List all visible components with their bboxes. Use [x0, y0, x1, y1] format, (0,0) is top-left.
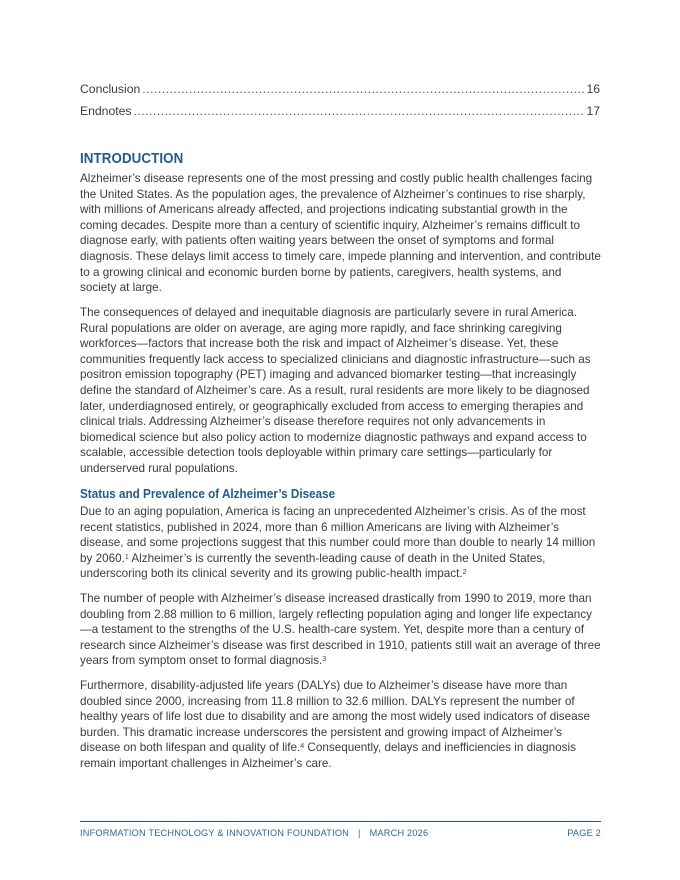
toc-leader-dots — [142, 78, 584, 100]
introduction-paragraph-1: Alzheimer’s disease represents one of the most pressing and costly public health challenges facing the United States. As the population ages, the prevalence of Alzheimer’s continues to rise sharply, with millions of Americans already affected, and projections indicating substantial growth in the coming decades. Despite more than a century of scientific inquiry, Alzheimer’s remains difficult to diagnose early, with patients often waiting years between the onset of symptoms and formal diagnosis. These delays limit access to timely care, impede planning and intervention, and contribute to a growing clinical and economic burden borne by patients, caregivers, health systems, and society at large. — [80, 172, 601, 295]
table-of-contents — [80, 78, 600, 122]
footer-divider — [80, 821, 601, 822]
status-paragraph-2 — [80, 591, 601, 669]
endnote-ref-3[interactable]: 3 — [322, 656, 327, 664]
toc-entry-endnotes[interactable] — [80, 100, 600, 122]
toc-leader-dots — [134, 100, 585, 122]
status-paragraph-1 — [80, 504, 601, 582]
toc-entry-page: 16 — [586, 82, 600, 96]
introduction-heading: INTRODUCTION — [80, 151, 184, 167]
toc-entry-label: Conclusion — [80, 82, 141, 96]
footer-left — [80, 828, 428, 838]
toc-entry-page: 17 — [586, 104, 600, 118]
toc-entry-conclusion[interactable] — [80, 78, 600, 100]
paragraph-text: Alzheimer’s is currently the seventh-leading cause of death in the United States, underscoring both its clinical severity and its growing public-health impact. — [80, 551, 546, 581]
status-prevalence-heading: Status and Prevalence of Alzheimer’s Disease — [80, 486, 336, 501]
introduction-paragraph-2: The consequences of delayed and inequitable diagnosis are particularly severe in rural America. Rural populations are older on average, are aging more rapidly, and face shrinking caregiving workforces—factors that increase both the risk and impact of Alzheimer’s disease. Yet, these communities frequently lack access to specialized clinicians and diagnostic infrastructure—such as positron emission topography (PET) imaging and advanced biomarker testing—that increasingly define the standard of Alzheimer’s care. As a result, rural residents are more likely to be diagnosed later, underdiagnosed entirely, or geographically excluded from access to emerging therapies and clinical trials. Addressing Alzheimer’s disease therefore requires not only advancements in biomedical science but also policy action to modernize diagnostic pathways and expand access to scalable, accessible detection tools deployable within primary care settings—particularly for underserved rural populations. — [80, 306, 591, 475]
footer-separator: | — [358, 828, 361, 838]
paragraph-text: Furthermore, disability-adjusted life years (DALYs) due to Alzheimer’s disease have more than doubled since 2000, increasing from 11.8 million to 32.6 million. DALYs represent the number of healthy years of life lost due to disability and are among the most widely used indicators of disease burden. This dramatic increase underscores the persistent and growing impact of Alzheimer’s disease on both lifespan and quality of life. — [80, 679, 590, 755]
footer-page-number: PAGE 2 — [567, 828, 601, 838]
status-paragraph-3 — [80, 678, 601, 772]
paragraph-text: Consequently, delays and inefficiencies in diagnosis remain important challenges in Alzheimer’s care. — [80, 741, 576, 770]
paragraph-text: Due to an aging population, America is facing an unprecedented Alzheimer’s crisis. As of the most recent statistics, published in 2024, more than 6 million Americans are living with Alzheimer’s disease, and some projections suggest that this number could more than double to nearly 14 million by 2060. — [80, 505, 596, 565]
endnote-ref-4[interactable]: 4 — [300, 743, 305, 751]
endnote-ref-1[interactable]: 1 — [124, 553, 129, 561]
page-footer — [80, 828, 601, 838]
footer-date: MARCH 2026 — [369, 828, 429, 838]
footer-organization: INFORMATION TECHNOLOGY & INNOVATION FOUNDATION — [80, 828, 350, 838]
toc-entry-label: Endnotes — [80, 104, 132, 118]
paragraph-text: The number of people with Alzheimer’s disease increased drastically from 1990 to 2019, more than doubling from 2.88 million to 6 million, largely reflecting population aging and longer life expectancy—a testament to the strengths of the U.S. health-care system. Yet, despite more than a century of research since Alzheimer’s disease was first described in 1910, patients still wait an average of three years from symptom onset to formal diagnosis. — [80, 592, 601, 668]
endnote-ref-2[interactable]: 2 — [462, 569, 467, 577]
